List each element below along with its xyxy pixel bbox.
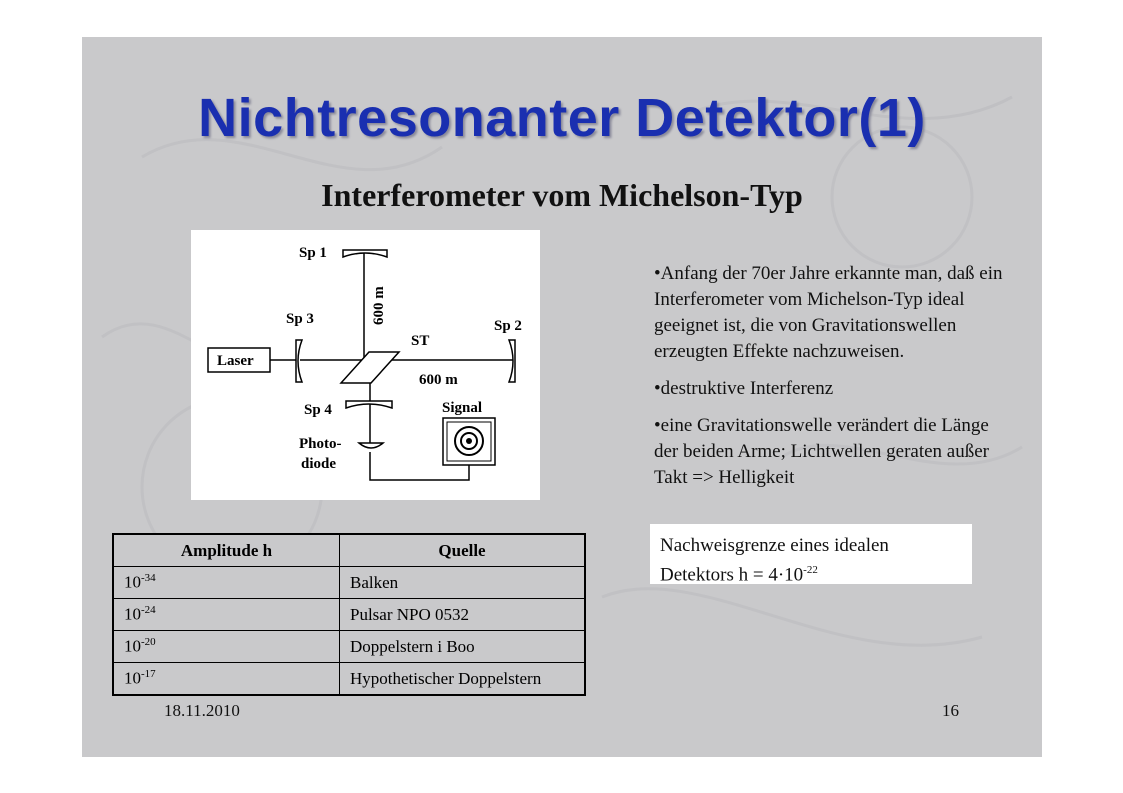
bullet-list — [654, 261, 1014, 502]
label-sp2: Sp 2 — [494, 318, 522, 334]
beam-splitter — [341, 352, 399, 383]
label-sp4: Sp 4 — [304, 402, 332, 418]
limit-line-2: Detektors $h = 4\cdot 10^{-22}$ — [660, 564, 818, 586]
label-st: ST — [411, 333, 430, 349]
slide-title: Nichtresonanter Detektor(1) — [198, 88, 926, 148]
label-sp1: Sp 1 — [299, 245, 327, 261]
label-laser: Laser — [217, 353, 254, 369]
slide-subtitle: Interferometer vom Michelson-Typ — [321, 177, 803, 213]
table-row — [113, 663, 585, 696]
table-header-row — [113, 534, 585, 567]
header-source: Quelle — [340, 534, 586, 567]
mirror-sp2 — [509, 340, 515, 382]
slide — [82, 37, 1042, 757]
michelson-interferometer-diagram — [191, 230, 540, 500]
bullet-item: •destruktive Interferenz — [654, 378, 834, 399]
label-photodiode-2: diode — [301, 456, 337, 472]
label-sp3: Sp 3 — [286, 311, 314, 327]
label-arm-vertical: 600 m — [371, 286, 387, 325]
cell-amplitude: $10^{-34}$ — [113, 567, 340, 599]
mirror-sp3 — [296, 340, 302, 382]
cell-amplitude: $10^{-17}$ — [113, 663, 340, 696]
cell-source: Doppelstern i Boo — [340, 631, 586, 663]
cell-amplitude: $10^{-24}$ — [113, 599, 340, 631]
detection-limit-box — [650, 524, 972, 584]
cell-source: Pulsar NPO 0532 — [340, 599, 586, 631]
cell-source: Hypothetischer Doppelstern — [340, 663, 586, 696]
mirror-sp1 — [343, 250, 387, 257]
header-amplitude: Amplitude h — [113, 534, 340, 567]
slide-date: 18.11.2010 — [164, 701, 240, 720]
cell-amplitude: $10^{-20}$ — [113, 631, 340, 663]
table-row — [113, 631, 585, 663]
amplitude-table — [112, 533, 586, 696]
table-row — [113, 567, 585, 599]
label-signal: Signal — [442, 400, 483, 416]
page-number: 16 — [942, 701, 959, 720]
table-row — [113, 599, 585, 631]
bullet-item: •Anfang der 70er Jahre erkannte man, daß ein Interferometer vom Michelson-Typ ideal geeignet ist, die von Gravitationswellen erzeugten Effekte nachzuweisen. — [654, 263, 1003, 362]
cell-source: Balken — [340, 567, 586, 599]
limit-line-1: Nachweisgrenze eines idealen — [660, 535, 889, 556]
bullet-item: •eine Gravitationswelle verändert die Länge der beiden Arme; Lichtwellen geraten außer Takt => Helligkeit — [654, 415, 989, 488]
label-arm-horizontal: 600 m — [419, 372, 458, 388]
photodiode — [359, 443, 383, 448]
mirror-sp4 — [346, 401, 392, 408]
label-photodiode-1: Photo- — [299, 436, 342, 452]
